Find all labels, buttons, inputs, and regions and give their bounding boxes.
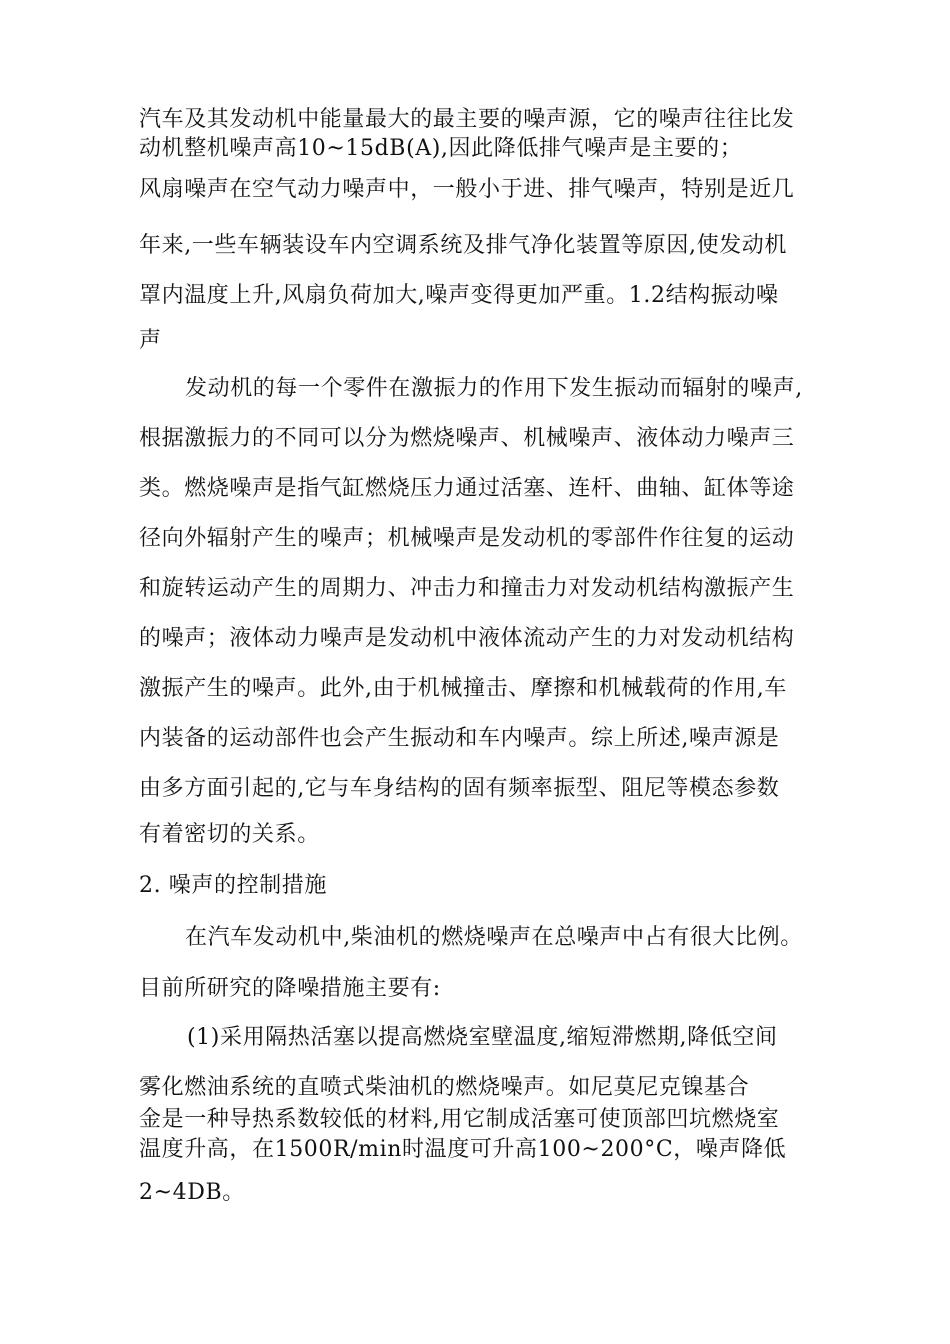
text-line: 金是一种导热系数较低的材料,用它制成活塞可使顶部凹坑燃烧室 bbox=[139, 1107, 780, 1132]
text-line: 的噪声；液体动力噪声是发动机中液体流动产生的力对发动机结构 bbox=[139, 626, 795, 651]
paragraph-first-line: 发动机的每一个零件在激振力的作用下发生振动而辐射的噪声, bbox=[185, 376, 803, 401]
text-line: 根据激振力的不同可以分为燃烧噪声、机械噪声、液体动力噪声三 bbox=[139, 426, 795, 451]
text-line: 温度升高，在1500R/min时温度可升高100~200°C，噪声降低 bbox=[139, 1137, 787, 1162]
text-line: 风扇噪声在空气动力噪声中，一般小于进、排气噪声，特别是近几 bbox=[139, 177, 795, 202]
text-line: 声 bbox=[139, 328, 162, 353]
paragraph-first-line: (1)采用隔热活塞以提高燃烧室壁温度,缩短滞燃期,降低空间 bbox=[187, 1025, 778, 1050]
text-line: 激振产生的噪声。此外,由于机械撞击、摩擦和机械载荷的作用,车 bbox=[139, 676, 787, 701]
paragraph-first-line: 在汽车发动机中,柴油机的燃烧噪声在总噪声中占有很大比例。 bbox=[185, 925, 803, 950]
text-line: 内装备的运动部件也会产生振动和车内噪声。综上所述,噪声源是 bbox=[139, 726, 780, 751]
text-line: 径向外辐射产生的噪声；机械噪声是发动机的零部件作往复的运动 bbox=[139, 526, 795, 551]
text-line: 汽车及其发动机中能量最大的最主要的噪声源，它的噪声往往比发 bbox=[139, 107, 795, 132]
section-heading: 2. 噪声的控制措施 bbox=[139, 873, 327, 898]
text-line: 2~4DB。 bbox=[139, 1180, 245, 1205]
text-line: 类。燃烧噪声是指气缸燃烧压力通过活塞、连杆、曲轴、缸体等途 bbox=[139, 476, 795, 501]
text-line: 有着密切的关系。 bbox=[139, 822, 320, 847]
text-line: 动机整机噪声高10~15dB(A),因此降低排气噪声是主要的； bbox=[139, 136, 743, 161]
text-line: 由多方面引起的,它与车身结构的固有频率振型、阻尼等模态参数 bbox=[139, 776, 780, 801]
text-line: 年来,一些车辆装设车内空调系统及排气净化装置等原因,使发动机 bbox=[139, 233, 787, 258]
text-line: 雾化燃油系统的直喷式柴油机的燃烧噪声。如尼莫尼克镍基合 bbox=[139, 1075, 750, 1100]
text-line: 和旋转运动产生的周期力、冲击力和撞击力对发动机结构激振产生 bbox=[139, 576, 795, 601]
text-line: 目前所研究的降噪措施主要有: bbox=[139, 976, 441, 1001]
text-line: 罩内温度上升,风扇负荷加大,噪声变得更加严重。1.2结构振动噪 bbox=[139, 283, 779, 308]
